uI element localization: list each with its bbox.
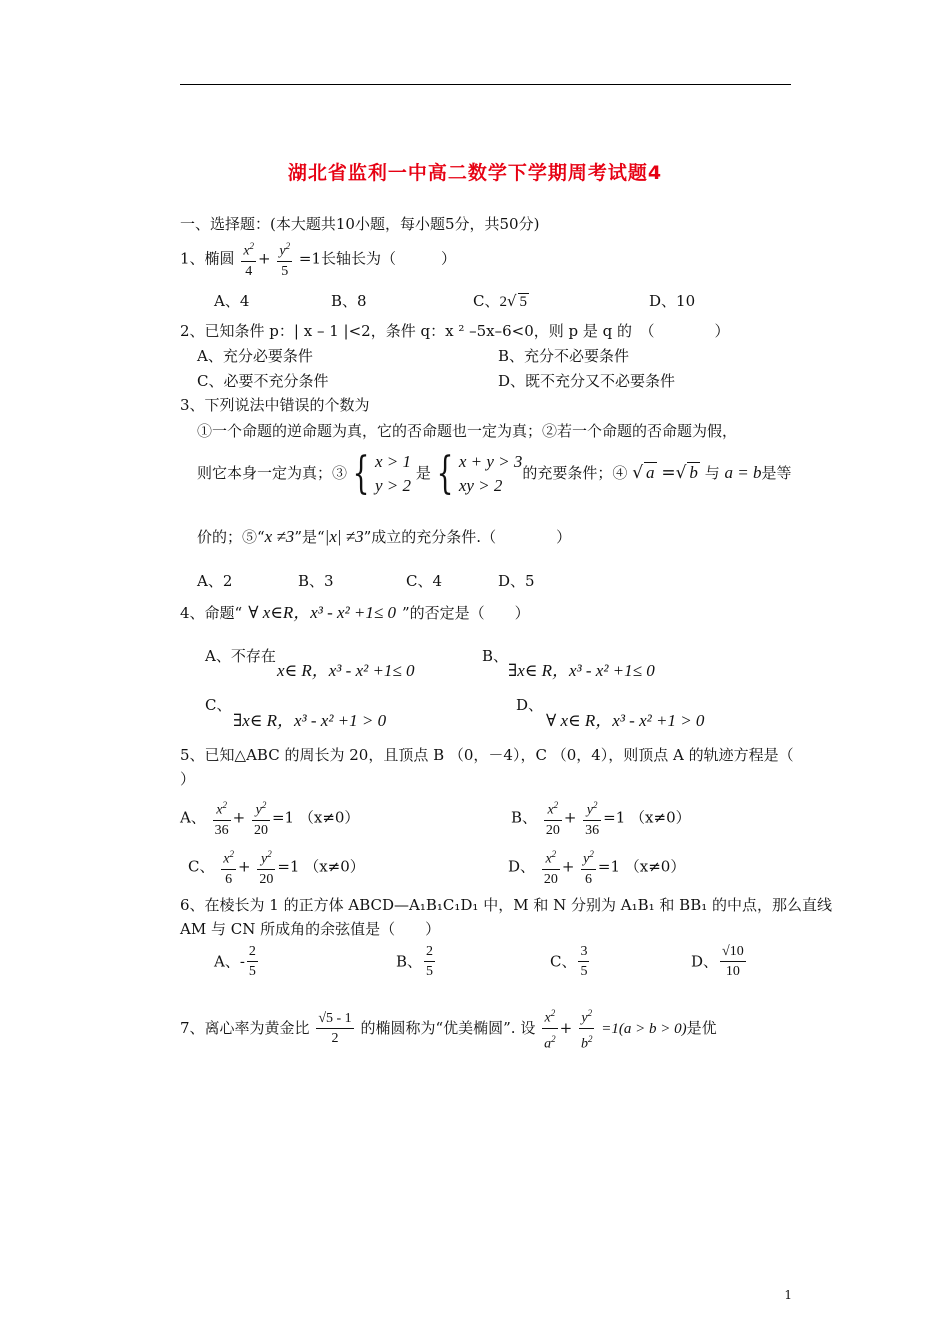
- q6-option-b: B、 $\frac{2}{5}$: [396, 944, 434, 979]
- section-heading: 一、选择题：(本大题共10小题，每小题5分，共50分): [180, 215, 540, 233]
- header-rule: [180, 84, 791, 85]
- q2-option-d: D、既不充分又不必要条件: [498, 372, 676, 390]
- question-6-line-1: 6、在棱长为 1 的正方体 ABCD—A₁B₁C₁D₁ 中，M 和 N 分别为 A₁B₁ 和 BB₁ 的中点，那么直线: [180, 896, 833, 914]
- q1-option-c: C、2√ 5: [473, 292, 528, 310]
- q6-option-d: D、 $\frac{√10}{10}$: [691, 944, 744, 979]
- question-3: 3、下列说法中错误的个数为: [180, 396, 370, 414]
- q2-option-c: C、必要不充分条件: [197, 372, 329, 390]
- q4-option-c-expr: ∃x∈ R，x³ - x² +1 > 0: [233, 711, 387, 730]
- q3-line-2: 则它本身一定为真；③ { x > 1 y > 2 是 { x + y > 3 xy > 2 的充要条件；④ √ a =√ b 与 a = b是等: [197, 448, 792, 499]
- q1-eq: =1: [298, 249, 322, 268]
- q5-option-c: C、 $\frac{x^2}{6}$ + $\frac{y^2}{20}$ =1 （x≠0）: [188, 845, 365, 890]
- q4-option-a-label: A、不存在: [205, 647, 276, 665]
- question-4: 4、命题“ ∀ x∈R，x³ - x² +1≤ 0 ”的否定是（ ）: [180, 603, 530, 622]
- q5-option-d: D、 $\frac{x^2}{20}$ + $\frac{y^2}{6}$ =1 （x≠0）: [508, 845, 685, 890]
- q4-option-d-expr: ∀ x∈ R，x³ - x² +1 > 0: [546, 711, 705, 730]
- q1-option-b: B、8: [331, 292, 367, 310]
- q6-option-c: C、 $\frac{3}{5}$: [550, 944, 588, 979]
- q3-option-d: D、5: [498, 572, 535, 590]
- page-number: 1: [784, 1288, 792, 1302]
- q3-option-c: C、4: [406, 572, 443, 590]
- q5-close: ）: [180, 770, 196, 788]
- q2-option-a: A、充分必要条件: [197, 347, 313, 365]
- q1-option-d: D、10: [649, 292, 696, 310]
- q4-option-b-expr: ∃x∈ R，x³ - x² +1≤ 0: [508, 661, 655, 680]
- question-6-line-2: AM 与 CN 所成角的余弦值是（ ）: [180, 920, 441, 938]
- q1-fraction-x: $\frac{x^2}{4}$: [241, 237, 256, 282]
- question-2: 2、已知条件 p：| x – 1 |<2，条件 q：x ² –5x–6<0，则 p 是 q 的 （ ）: [180, 322, 730, 340]
- q3-line-1: ①一个命题的逆命题为真，它的否命题也一定为真；②若一个命题的否命题为假，: [197, 422, 738, 440]
- q4-option-a-expr: x∈ R，x³ - x² +1≤ 0: [277, 661, 415, 680]
- q5-option-a: A、 $\frac{x^2}{36}$ + $\frac{y^2}{20}$ =1 （x≠0）: [180, 796, 359, 841]
- q1-prefix: 1、椭圆: [180, 249, 235, 268]
- question-1: 1、椭圆 $\frac{x^2}{4}$ + $\frac{y^2}{5}$ =1长轴长为（ ）: [180, 237, 456, 282]
- q3-line-3: 价的；⑤“x ≠3”是“|x| ≠3”成立的充分条件.（ ）: [197, 527, 572, 546]
- q1-suffix: 长轴长为（ ）: [321, 249, 457, 268]
- q1-fraction-y: $\frac{y^2}{5}$: [277, 237, 292, 282]
- question-7: 7、离心率为黄金比 $\frac{√5 - 1}{2}$ 的椭圆称为“优美椭圆”. 设 $\frac{x^2}{a^2}$ + $\frac{y^2}{b^2}$ =1(a > b > 0)是优: [180, 1004, 717, 1054]
- q4-option-b-label: B、: [482, 647, 509, 665]
- q3-option-b: B、3: [298, 572, 334, 590]
- q4-option-c-label: C、: [205, 696, 232, 714]
- q1-option-a: A、4: [214, 292, 250, 310]
- q2-option-b: B、充分不必要条件: [498, 347, 630, 365]
- question-5: 5、已知△ABC 的周长为 20，且顶点 B （0，－4），C （0，4），则顶点 A 的轨迹方程是（: [180, 746, 794, 764]
- page-title: 湖北省监利一中高二数学下学期周考试题4: [287, 162, 663, 184]
- q3-option-a: A、2: [197, 572, 233, 590]
- q5-option-b: B、 $\frac{x^2}{20}$ + $\frac{y^2}{36}$ =1 （x≠0）: [511, 796, 691, 841]
- q4-option-d-label: D、: [516, 696, 544, 714]
- q6-option-a: A、- $\frac{2}{5}$: [214, 944, 256, 979]
